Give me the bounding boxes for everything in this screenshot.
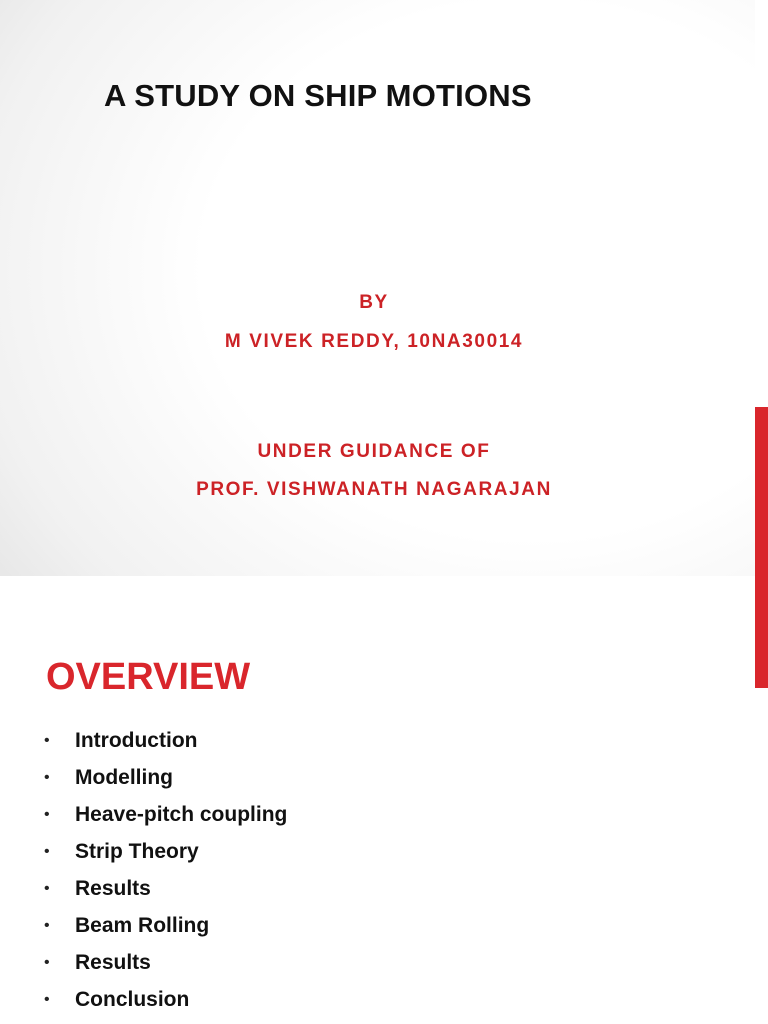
bullet-icon: • — [44, 769, 50, 786]
guide-name: PROF. VISHWANATH NAGARAJAN — [196, 479, 552, 500]
bullet-icon: • — [44, 954, 50, 971]
list-item-label: Introduction — [75, 729, 198, 752]
list-item-label: Beam Rolling — [75, 914, 210, 937]
list-item — [44, 985, 287, 1022]
list-item — [44, 837, 287, 874]
author-name: M VIVEK REDDY, 10NA30014 — [224, 331, 524, 352]
accent-bar — [755, 407, 768, 688]
list-item-label: Conclusion — [75, 988, 190, 1011]
list-item-label: Modelling — [75, 766, 173, 789]
list-item-label: Results — [75, 951, 151, 974]
bullet-icon: • — [44, 991, 50, 1008]
list-item — [44, 874, 287, 911]
list-item-label: Results — [75, 877, 151, 900]
list-item — [44, 948, 287, 985]
bullet-icon: • — [44, 732, 50, 749]
list-item — [44, 726, 287, 763]
bullet-icon: • — [44, 880, 50, 897]
bullet-icon: • — [44, 806, 50, 823]
guidance-label: UNDER GUIDANCE OF — [257, 441, 491, 462]
list-item — [44, 800, 287, 837]
list-item-label: Heave-pitch coupling — [75, 803, 288, 826]
list-item — [44, 763, 287, 800]
bullet-icon: • — [44, 843, 50, 860]
list-item-label: Strip Theory — [75, 840, 199, 863]
overview-slide — [0, 576, 755, 1024]
overview-title: OVERVIEW — [46, 656, 251, 698]
bullet-icon: • — [44, 917, 50, 934]
by-label: BY — [359, 292, 389, 313]
slide-title: A STUDY ON SHIP MOTIONS — [104, 78, 532, 113]
overview-list — [44, 726, 287, 1022]
list-item — [44, 911, 287, 948]
